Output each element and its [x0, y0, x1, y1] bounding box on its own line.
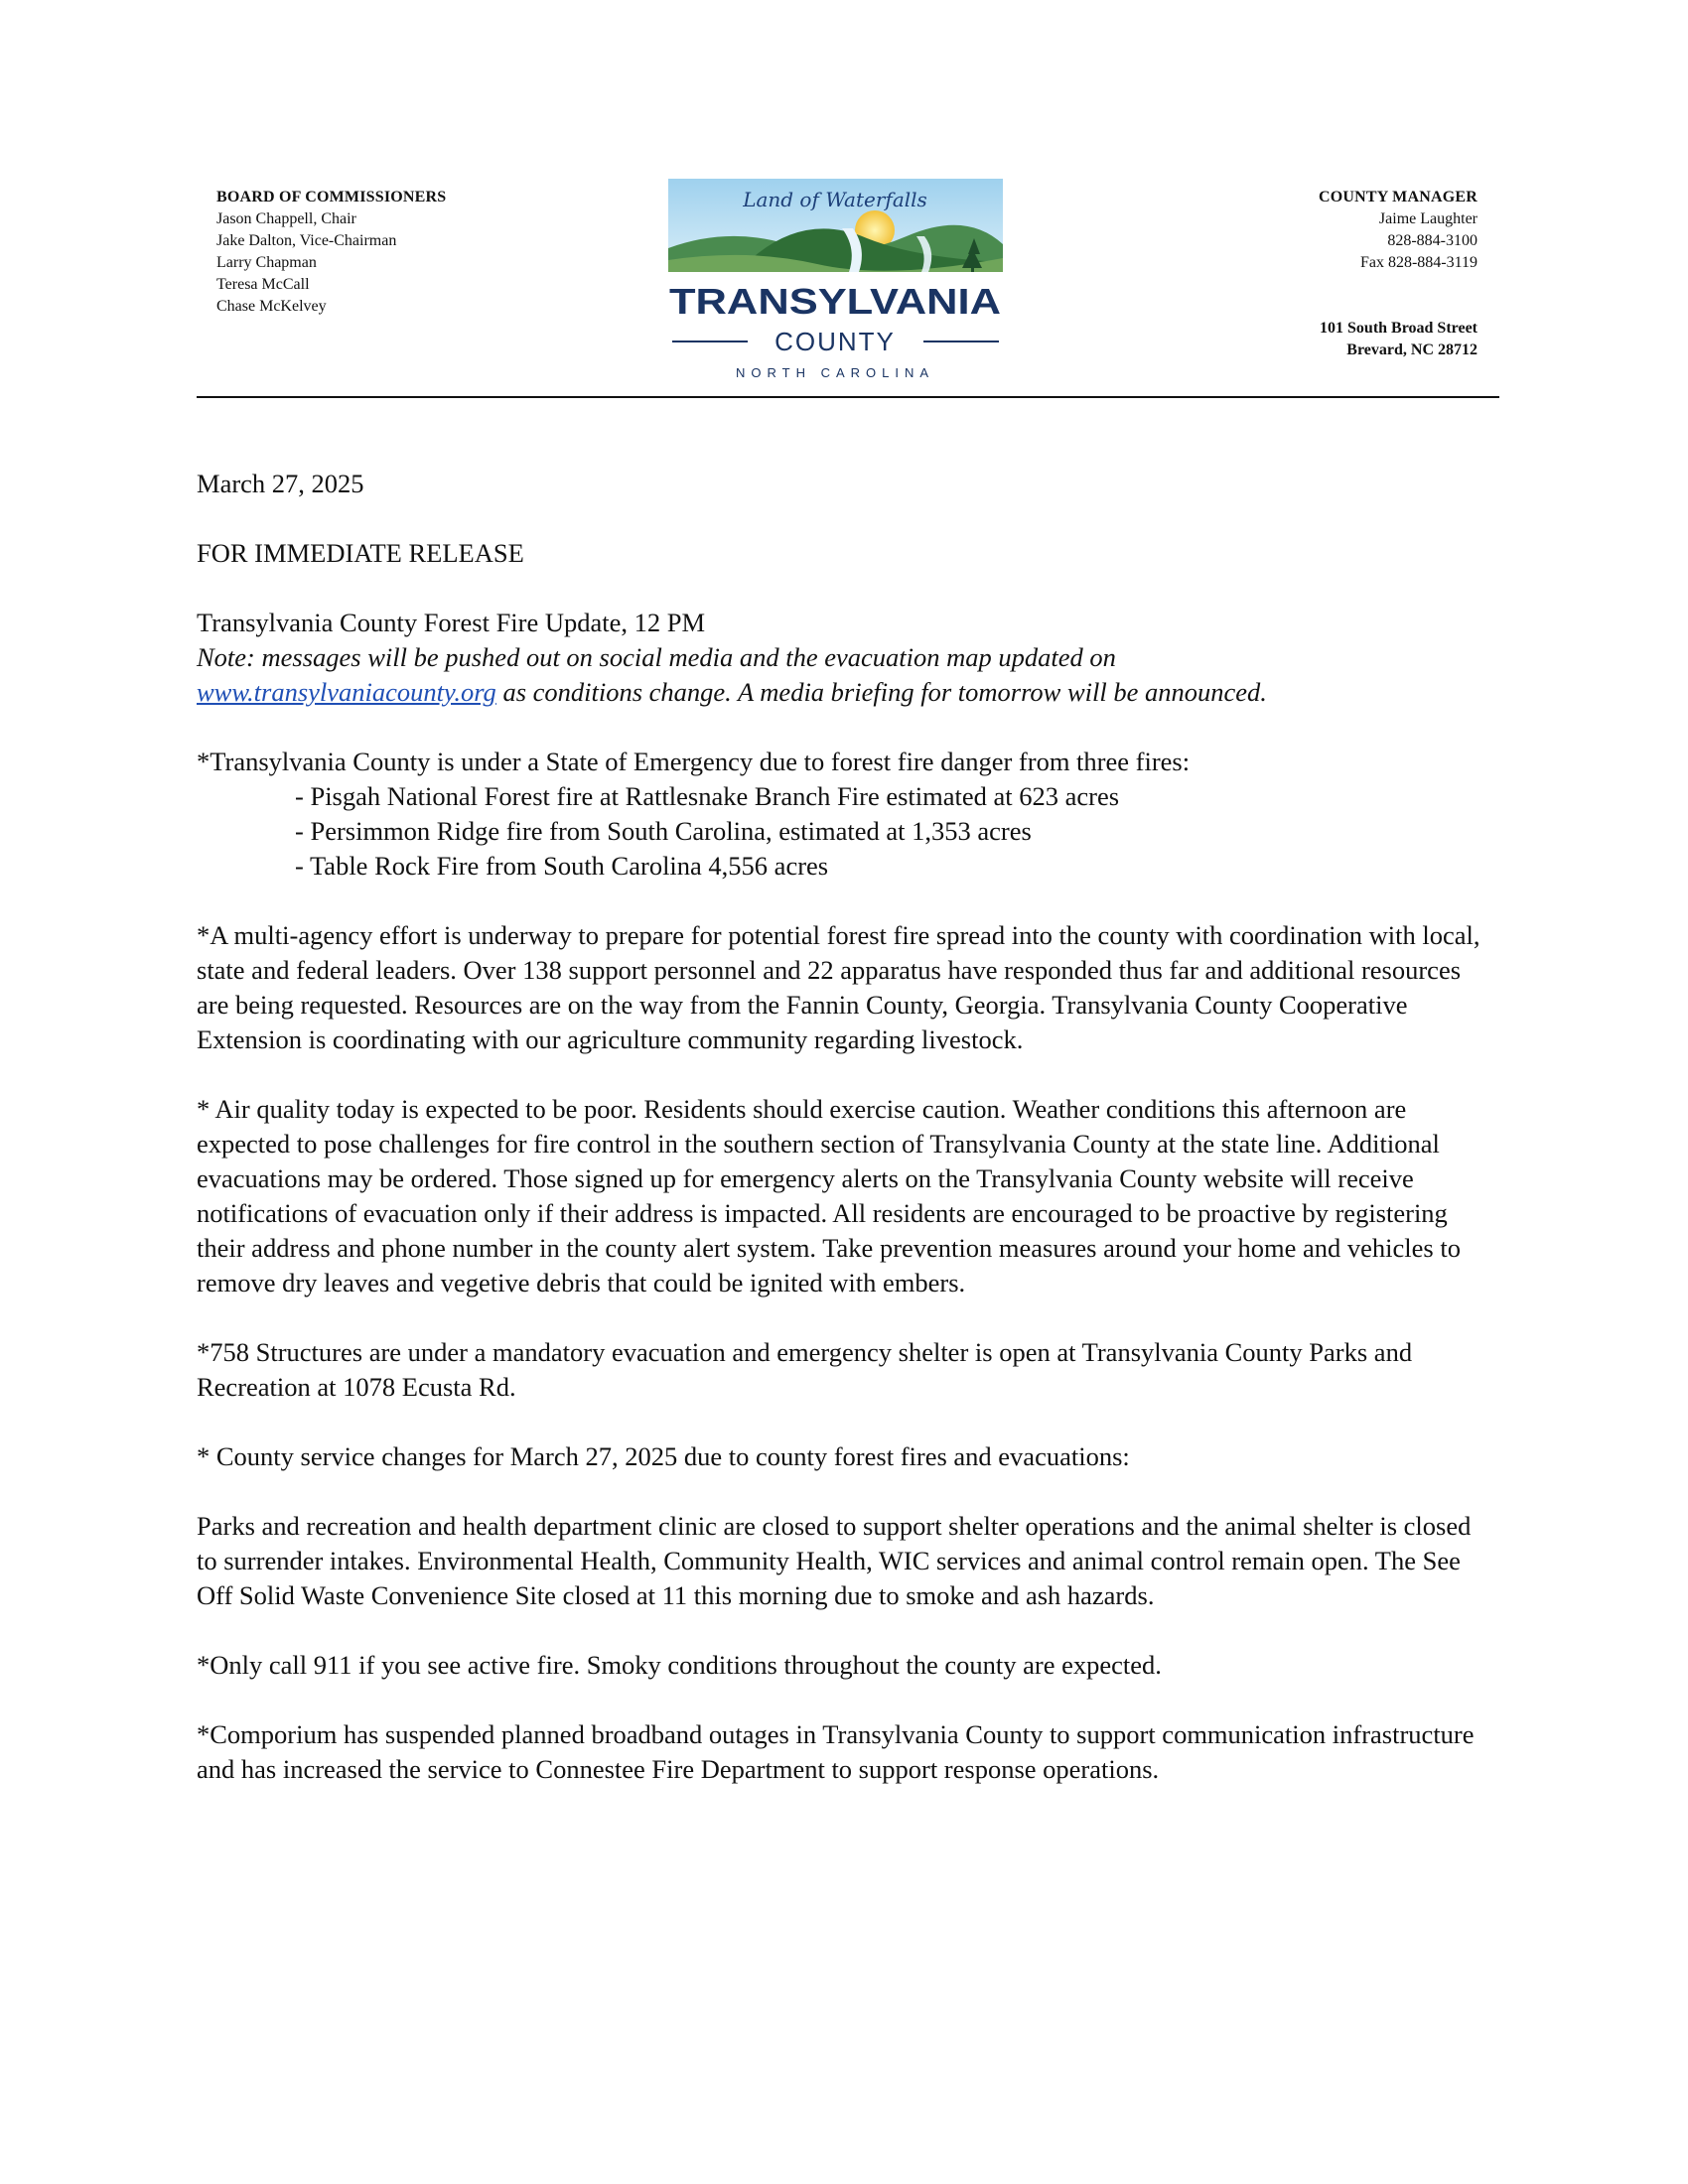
- manager-title: COUNTY MANAGER: [1319, 189, 1477, 205]
- board-title: BOARD OF COMMISSIONERS: [216, 189, 447, 205]
- board-member: Larry Chapman: [216, 254, 317, 271]
- address-street: 101 South Broad Street: [1320, 320, 1477, 337]
- logo-county-sub: COUNTY: [774, 327, 896, 356]
- address-city: Brevard, NC 28712: [1346, 341, 1477, 358]
- release-date: March 27, 2025: [197, 469, 364, 498]
- note-before-link: Note: messages will be pushed out on social media and the evacuation map updated on: [197, 642, 1116, 672]
- manager-name: Jaime Laughter: [1378, 210, 1477, 227]
- board-member: Jake Dalton, Vice-Chairman: [216, 232, 397, 249]
- note-after-link: as conditions change. A media briefing for tomorrow will be announced.: [495, 677, 1267, 707]
- comporium-paragraph: *Comporium has suspended planned broadband outages in Transylvania County to support communication infrastructure and has increased the service to Connestee Fire Department to support response operations.: [197, 1719, 1475, 1784]
- press-release-body: [197, 467, 1487, 1822]
- closures-paragraph: Parks and recreation and health department clinic are closed to support shelter operations and the animal shelter is closed to surrender intakes. Environmental Health, Community Health, WIC services and animal control remain open. The See Off Solid Waste Convenience Site closed at 11 this morning due to smoke and ash hazards.: [197, 1511, 1472, 1610]
- fire-item: - Persimmon Ridge fire from South Carolina, estimated at 1,353 acres: [295, 816, 1032, 846]
- structures-paragraph: *758 Structures are under a mandatory evacuation and emergency shelter is open at Transylvania County Parks and Recreation at 1078 Ecusta Rd.: [197, 1337, 1413, 1402]
- header-divider: [197, 396, 1499, 398]
- board-member: Teresa McCall: [216, 276, 310, 293]
- county-website-link[interactable]: www.transylvaniacounty.org: [197, 677, 496, 707]
- logo-tagline: Land of Waterfalls: [743, 188, 927, 211]
- emergency-section: [197, 745, 1487, 884]
- board-of-commissioners: [216, 187, 446, 318]
- headline-block: [197, 606, 1487, 710]
- fire-list: [197, 779, 1487, 884]
- manager-fax: Fax 828-884-3119: [1359, 254, 1477, 271]
- service-changes-paragraph: * County service changes for March 27, 2025 due to county forest fires and evacuations:: [197, 1441, 1130, 1471]
- air-quality-paragraph: * Air quality today is expected to be poor. Residents should exercise caution. Weather conditions this afternoon are expected to pose challenges for fire control in the southern section of Transylvania County at the state line. Additional evacuations may be ordered. Those signed up for emergency alerts on the Transylvania County website will receive notifications of evacuation only if their address is impacted. All residents are encouraged to be proactive by registering their address and phone number in the county alert system. Take prevention measures around your home and vehicles to remove dry leaves and vegetive debris that could be ignited with embers.: [197, 1094, 1461, 1297]
- logo-state: NORTH CAROLINA: [735, 365, 935, 380]
- call-911-paragraph: *Only call 911 if you see active fire. Smoky conditions throughout the county are expected.: [197, 1650, 1162, 1680]
- headline: Transylvania County Forest Fire Update, 12 PM: [197, 608, 706, 637]
- multi-agency-paragraph: *A multi-agency effort is underway to prepare for potential forest fire spread into the county with coordination with local, state and federal leaders. Over 138 support personnel and 22 apparatus have responded thus far and additional resources are being requested. Resources are on the way from the Fannin County, Georgia. Transylvania County Cooperative Extension is coordinating with our agriculture community regarding livestock.: [197, 920, 1480, 1054]
- board-member: Chase McKelvey: [216, 298, 327, 315]
- county-logo: [668, 179, 1003, 387]
- release-label: FOR IMMEDIATE RELEASE: [197, 538, 524, 568]
- fire-item: - Table Rock Fire from South Carolina 4,556 acres: [295, 851, 829, 881]
- logo-county-name: TRANSYLVANIA: [669, 281, 1001, 322]
- emergency-intro: *Transylvania County is under a State of Emergency due to forest fire danger from three fires:: [197, 747, 1191, 776]
- board-member: Jason Chappell, Chair: [216, 210, 356, 227]
- fire-item: - Pisgah National Forest fire at Rattlesnake Branch Fire estimated at 623 acres: [295, 781, 1120, 811]
- note-text: [197, 642, 1267, 707]
- manager-phone: 828-884-3100: [1387, 232, 1477, 249]
- county-manager: [1319, 187, 1477, 361]
